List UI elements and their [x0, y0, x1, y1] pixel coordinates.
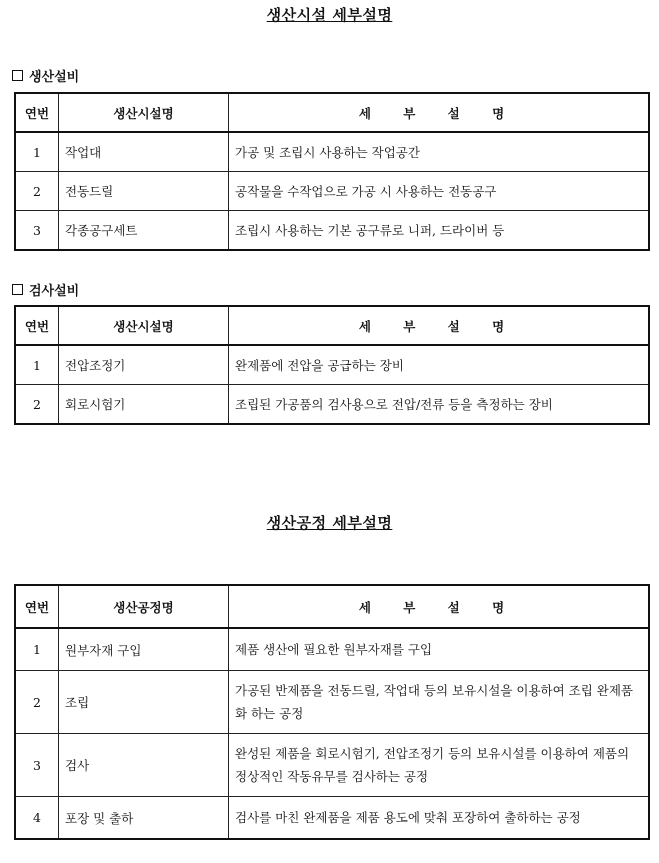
cell-desc: 완성된 제품을 회로시험기, 전압조정기 등의 보유시설를 이용하여 제품의 정상적인 작동유무를 검사하는 공정 — [229, 734, 650, 797]
cell-desc: 가공 및 조립시 사용하는 작업공간 — [229, 132, 650, 172]
table-row — [15, 628, 649, 671]
table-row — [15, 671, 649, 734]
checkbox-square-icon — [12, 284, 23, 295]
cell-no: 1 — [15, 132, 59, 172]
production-equipment-table — [14, 92, 650, 251]
document-title-facilities: 생산시설 세부설명 — [266, 6, 393, 24]
table-row — [15, 132, 649, 172]
header-no: 연번 — [15, 585, 59, 628]
cell-no: 2 — [15, 172, 59, 211]
header-description: 세 부 설 명 — [229, 585, 650, 628]
header-description: 세 부 설 명 — [229, 306, 650, 345]
document-title-process: 생산공정 세부설명 — [266, 514, 393, 532]
section-label: 생산설비 — [29, 70, 80, 85]
section-label: 검사설비 — [29, 284, 80, 299]
header-description: 세 부 설 명 — [229, 93, 650, 132]
cell-name: 전압조정기 — [59, 345, 229, 385]
table-header-row — [15, 306, 649, 345]
cell-no: 4 — [15, 797, 59, 840]
header-facility-name: 생산시설명 — [59, 306, 229, 345]
table-header-row — [15, 93, 649, 132]
production-process-table — [14, 584, 650, 840]
section-heading-inspection — [12, 280, 79, 299]
cell-desc: 완제품에 전압을 공급하는 장비 — [229, 345, 650, 385]
table-row — [15, 211, 649, 251]
table-row — [15, 172, 649, 211]
cell-name: 검사 — [59, 734, 229, 797]
cell-no: 3 — [15, 211, 59, 251]
table-row — [15, 734, 649, 797]
header-facility-name: 생산시설명 — [59, 93, 229, 132]
cell-name: 원부자재 구입 — [59, 628, 229, 671]
cell-no: 3 — [15, 734, 59, 797]
section-heading-production — [12, 66, 79, 85]
cell-desc: 가공된 반제품을 전동드릴, 작업대 등의 보유시설을 이용하여 조립 완제품화 하는 공정 — [229, 671, 650, 734]
header-no: 연번 — [15, 306, 59, 345]
cell-name: 각종공구세트 — [59, 211, 229, 251]
cell-name: 회로시험기 — [59, 385, 229, 425]
cell-name: 포장 및 출하 — [59, 797, 229, 840]
inspection-equipment-table — [14, 305, 650, 425]
cell-name: 작업대 — [59, 132, 229, 172]
checkbox-square-icon — [12, 70, 23, 81]
cell-desc: 공작물을 수작업으로 가공 시 사용하는 전동공구 — [229, 172, 650, 211]
table-row — [15, 345, 649, 385]
cell-name: 조립 — [59, 671, 229, 734]
cell-desc: 검사를 마친 완제품을 제품 용도에 맞춰 포장하여 출하하는 공정 — [229, 797, 650, 840]
cell-desc: 조립시 사용하는 기본 공구류로 니퍼, 드라이버 등 — [229, 211, 650, 251]
cell-name: 전동드릴 — [59, 172, 229, 211]
cell-no: 1 — [15, 628, 59, 671]
table-header-row — [15, 585, 649, 628]
cell-no: 2 — [15, 671, 59, 734]
cell-no: 1 — [15, 345, 59, 385]
header-process-name: 생산공정명 — [59, 585, 229, 628]
cell-no: 2 — [15, 385, 59, 425]
header-no: 연번 — [15, 93, 59, 132]
cell-desc: 제품 생산에 필요한 원부자재를 구입 — [229, 628, 650, 671]
cell-desc: 조립된 가공품의 검사용으로 전압/전류 등을 측정하는 장비 — [229, 385, 650, 425]
table-row — [15, 797, 649, 840]
table-row — [15, 385, 649, 425]
